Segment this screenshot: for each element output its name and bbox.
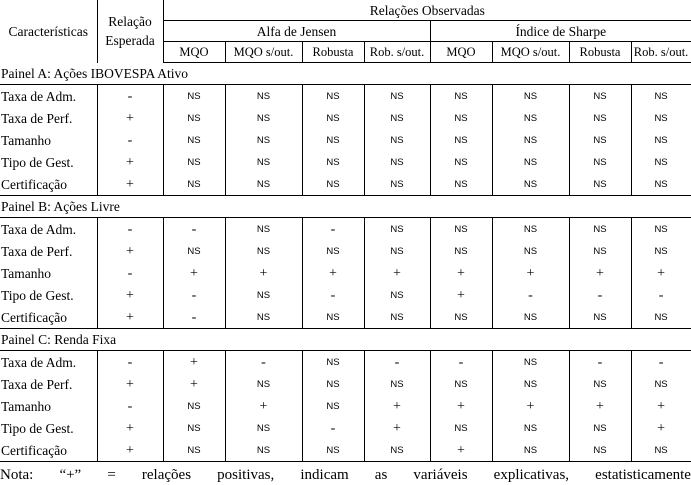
observed-relation: + [492,395,569,417]
header-relacoes-observadas: Relações Observadas [163,0,691,21]
expected-relation: + [97,417,163,439]
observed-relation: NS [302,151,364,173]
row-label: Tamanho [0,262,97,284]
header-relacao-esperada [97,0,163,63]
row-label: Certificação [0,306,97,329]
row-label: Taxa de Perf. [0,240,97,262]
observed-relation: NS [492,373,569,395]
row-label: Tipo de Gest. [0,151,97,173]
observed-relation: - [163,218,225,241]
expected-relation: + [97,240,163,262]
row-label: Tamanho [0,129,97,151]
observed-relation: NS [430,306,492,329]
row-label: Taxa de Perf. [0,107,97,129]
observed-relation: NS [364,284,430,306]
observed-relation: + [492,262,569,284]
observed-relation: NS [430,173,492,196]
observed-relation: NS [364,439,430,462]
observed-relation: - [302,417,364,439]
observed-relation: NS [364,85,430,108]
observed-relation: NS [163,439,225,462]
observed-relation: NS [364,173,430,196]
observed-relation: NS [430,373,492,395]
table-row [0,262,691,284]
observed-relation: NS [364,240,430,262]
header-indice-sharpe: Índice de Sharpe [430,21,691,42]
table-row [0,395,691,417]
observed-relation: + [631,395,691,417]
expected-relation: + [97,306,163,329]
table-row [0,373,691,395]
observed-relation: NS [492,240,569,262]
observed-relation: NS [631,373,691,395]
header-subcol: Robusta [302,42,364,63]
observed-relation: + [364,395,430,417]
note-word: “+” [59,467,82,483]
observed-relation: NS [364,107,430,129]
observed-relation: NS [569,240,631,262]
header-subcol: Rob. s/out. [631,42,691,63]
table-row [0,306,691,329]
observed-relation: NS [225,373,302,395]
observed-relation: NS [569,373,631,395]
observed-relation: NS [492,439,569,462]
row-label: Taxa de Adm. [0,85,97,108]
observed-relation: NS [225,151,302,173]
observed-relation: NS [302,351,364,374]
observed-relation: NS [302,439,364,462]
expected-relation: + [97,151,163,173]
observed-relation: NS [569,306,631,329]
observed-relation: NS [163,173,225,196]
observed-relation: NS [364,129,430,151]
observed-relation: + [302,262,364,284]
observed-relation: - [364,351,430,374]
header-subcol: MQO s/out. [225,42,302,63]
expected-relation: - [97,395,163,417]
observed-relation: NS [569,218,631,241]
observed-relation: + [163,351,225,374]
observed-relation: - [569,351,631,374]
observed-relation: - [631,351,691,374]
row-label: Tipo de Gest. [0,284,97,306]
observed-relation: + [364,417,430,439]
observed-relation: NS [430,218,492,241]
observed-relation: + [631,262,691,284]
observed-relation: NS [302,129,364,151]
observed-relation: - [430,351,492,374]
observed-relation: NS [302,395,364,417]
header-subcol: MQO s/out. [492,42,569,63]
observed-relation: NS [364,218,430,241]
note-word: explicativas, [493,467,570,483]
table-row [0,439,691,462]
observed-relation: - [631,284,691,306]
expected-relation: - [97,85,163,108]
observed-relation: NS [302,240,364,262]
observed-relation: NS [302,85,364,108]
observed-relation: + [163,373,225,395]
observed-relation: + [430,439,492,462]
row-label: Certificação [0,173,97,196]
observed-relation: NS [163,85,225,108]
header-subcol: MQO [430,42,492,63]
observed-relation: NS [631,151,691,173]
observed-relation: NS [163,395,225,417]
row-label: Taxa de Adm. [0,351,97,374]
expected-relation: + [97,373,163,395]
panel-title: Painel B: Ações Livre [0,196,691,218]
observed-relation: - [492,284,569,306]
note-word: indicam [300,467,349,483]
observed-relation: - [163,306,225,329]
observed-relation: NS [631,439,691,462]
table-row [0,417,691,439]
observed-relation: NS [225,107,302,129]
observed-relation: NS [631,129,691,151]
observed-relation: NS [302,306,364,329]
row-label: Tamanho [0,395,97,417]
observed-relation: NS [225,439,302,462]
observed-relation: NS [569,417,631,439]
observed-relation: NS [302,373,364,395]
observed-relation: + [225,395,302,417]
table-row [0,85,691,108]
observed-relation: + [364,262,430,284]
observed-relation: NS [163,151,225,173]
observed-relation: NS [492,306,569,329]
observed-relation: NS [430,240,492,262]
observed-relation: + [569,262,631,284]
panel-title: Painel A: Ações IBOVESPA Ativo [0,63,691,85]
observed-relation: - [163,284,225,306]
observed-relation: NS [492,417,569,439]
header-subcol: Robusta [569,42,631,63]
table-row [0,218,691,241]
observed-relation: NS [302,107,364,129]
observed-relation: NS [163,129,225,151]
row-label: Certificação [0,439,97,462]
observed-relation: NS [430,129,492,151]
observed-relation: NS [364,306,430,329]
observed-relation: NS [492,129,569,151]
header-relacao-line1: Relação [108,14,152,30]
observed-relation: NS [225,306,302,329]
expected-relation: + [97,107,163,129]
header-alfa-jensen: Alfa de Jensen [163,21,430,42]
observed-relation: NS [569,85,631,108]
row-label: Taxa de Perf. [0,373,97,395]
observed-relation: NS [631,85,691,108]
observed-relation: NS [492,173,569,196]
observed-relation: NS [569,107,631,129]
observed-relation: NS [631,306,691,329]
observed-relation: NS [631,107,691,129]
observed-relation: + [569,395,631,417]
observed-relation: - [302,284,364,306]
observed-relation: + [430,395,492,417]
observed-relation: + [430,284,492,306]
observed-relation: NS [631,173,691,196]
table-note [0,466,691,485]
expected-relation: + [97,284,163,306]
table-row [0,107,691,129]
observed-relation: NS [492,218,569,241]
header-caracteristicas: Características [0,0,97,63]
panel-title: Painel C: Renda Fixa [0,329,691,351]
observed-relation: - [569,284,631,306]
note-word: = [107,467,116,483]
observed-relation: + [631,417,691,439]
observed-relation: NS [569,129,631,151]
observed-relation: NS [364,151,430,173]
header-relacao-line2: Esperada [105,33,155,49]
table-row [0,173,691,196]
observed-relation: NS [430,107,492,129]
table-row [0,129,691,151]
expected-relation: - [97,351,163,374]
expected-relation: + [97,173,163,196]
observed-relation: NS [492,107,569,129]
expected-relation: - [97,129,163,151]
observed-relation: NS [569,151,631,173]
table-row [0,151,691,173]
note-word: Nota: [0,467,34,483]
observed-relation: NS [163,417,225,439]
observed-relation: NS [430,417,492,439]
expected-relation: - [97,218,163,241]
table-row [0,240,691,262]
table-row [0,351,691,374]
observed-relation: NS [163,107,225,129]
observed-relation: NS [225,240,302,262]
observed-relation: NS [225,417,302,439]
observed-relation: NS [364,373,430,395]
observed-relation: + [430,262,492,284]
observed-relation: NS [492,351,569,374]
row-label: Tipo de Gest. [0,417,97,439]
header-subcol: Rob. s/out. [364,42,430,63]
observed-relation: NS [430,85,492,108]
note-word: as [374,467,388,483]
note-word: estatisticamente [595,467,691,483]
observed-relation: NS [302,173,364,196]
row-label: Taxa de Adm. [0,218,97,241]
observed-relation: NS [163,240,225,262]
observed-relation: + [225,262,302,284]
note-word: variáveis [413,467,468,483]
expected-relation: + [97,439,163,462]
observed-relation: NS [492,151,569,173]
observed-relation: NS [430,151,492,173]
observed-relation: NS [631,218,691,241]
observed-relation: NS [225,218,302,241]
observed-relation: NS [631,240,691,262]
table-row [0,284,691,306]
header-subcol: MQO [163,42,225,63]
note-word: relações [141,467,192,483]
observed-relation: NS [225,173,302,196]
observed-relation: NS [225,284,302,306]
observed-relation: NS [492,85,569,108]
observed-relation: - [225,351,302,374]
observed-relation: + [163,262,225,284]
observed-relation: - [302,218,364,241]
observed-relation: NS [569,173,631,196]
note-word: positivas, [217,467,275,483]
expected-relation: - [97,262,163,284]
observed-relation: NS [569,439,631,462]
observed-relation: NS [225,85,302,108]
observed-relation: NS [225,129,302,151]
